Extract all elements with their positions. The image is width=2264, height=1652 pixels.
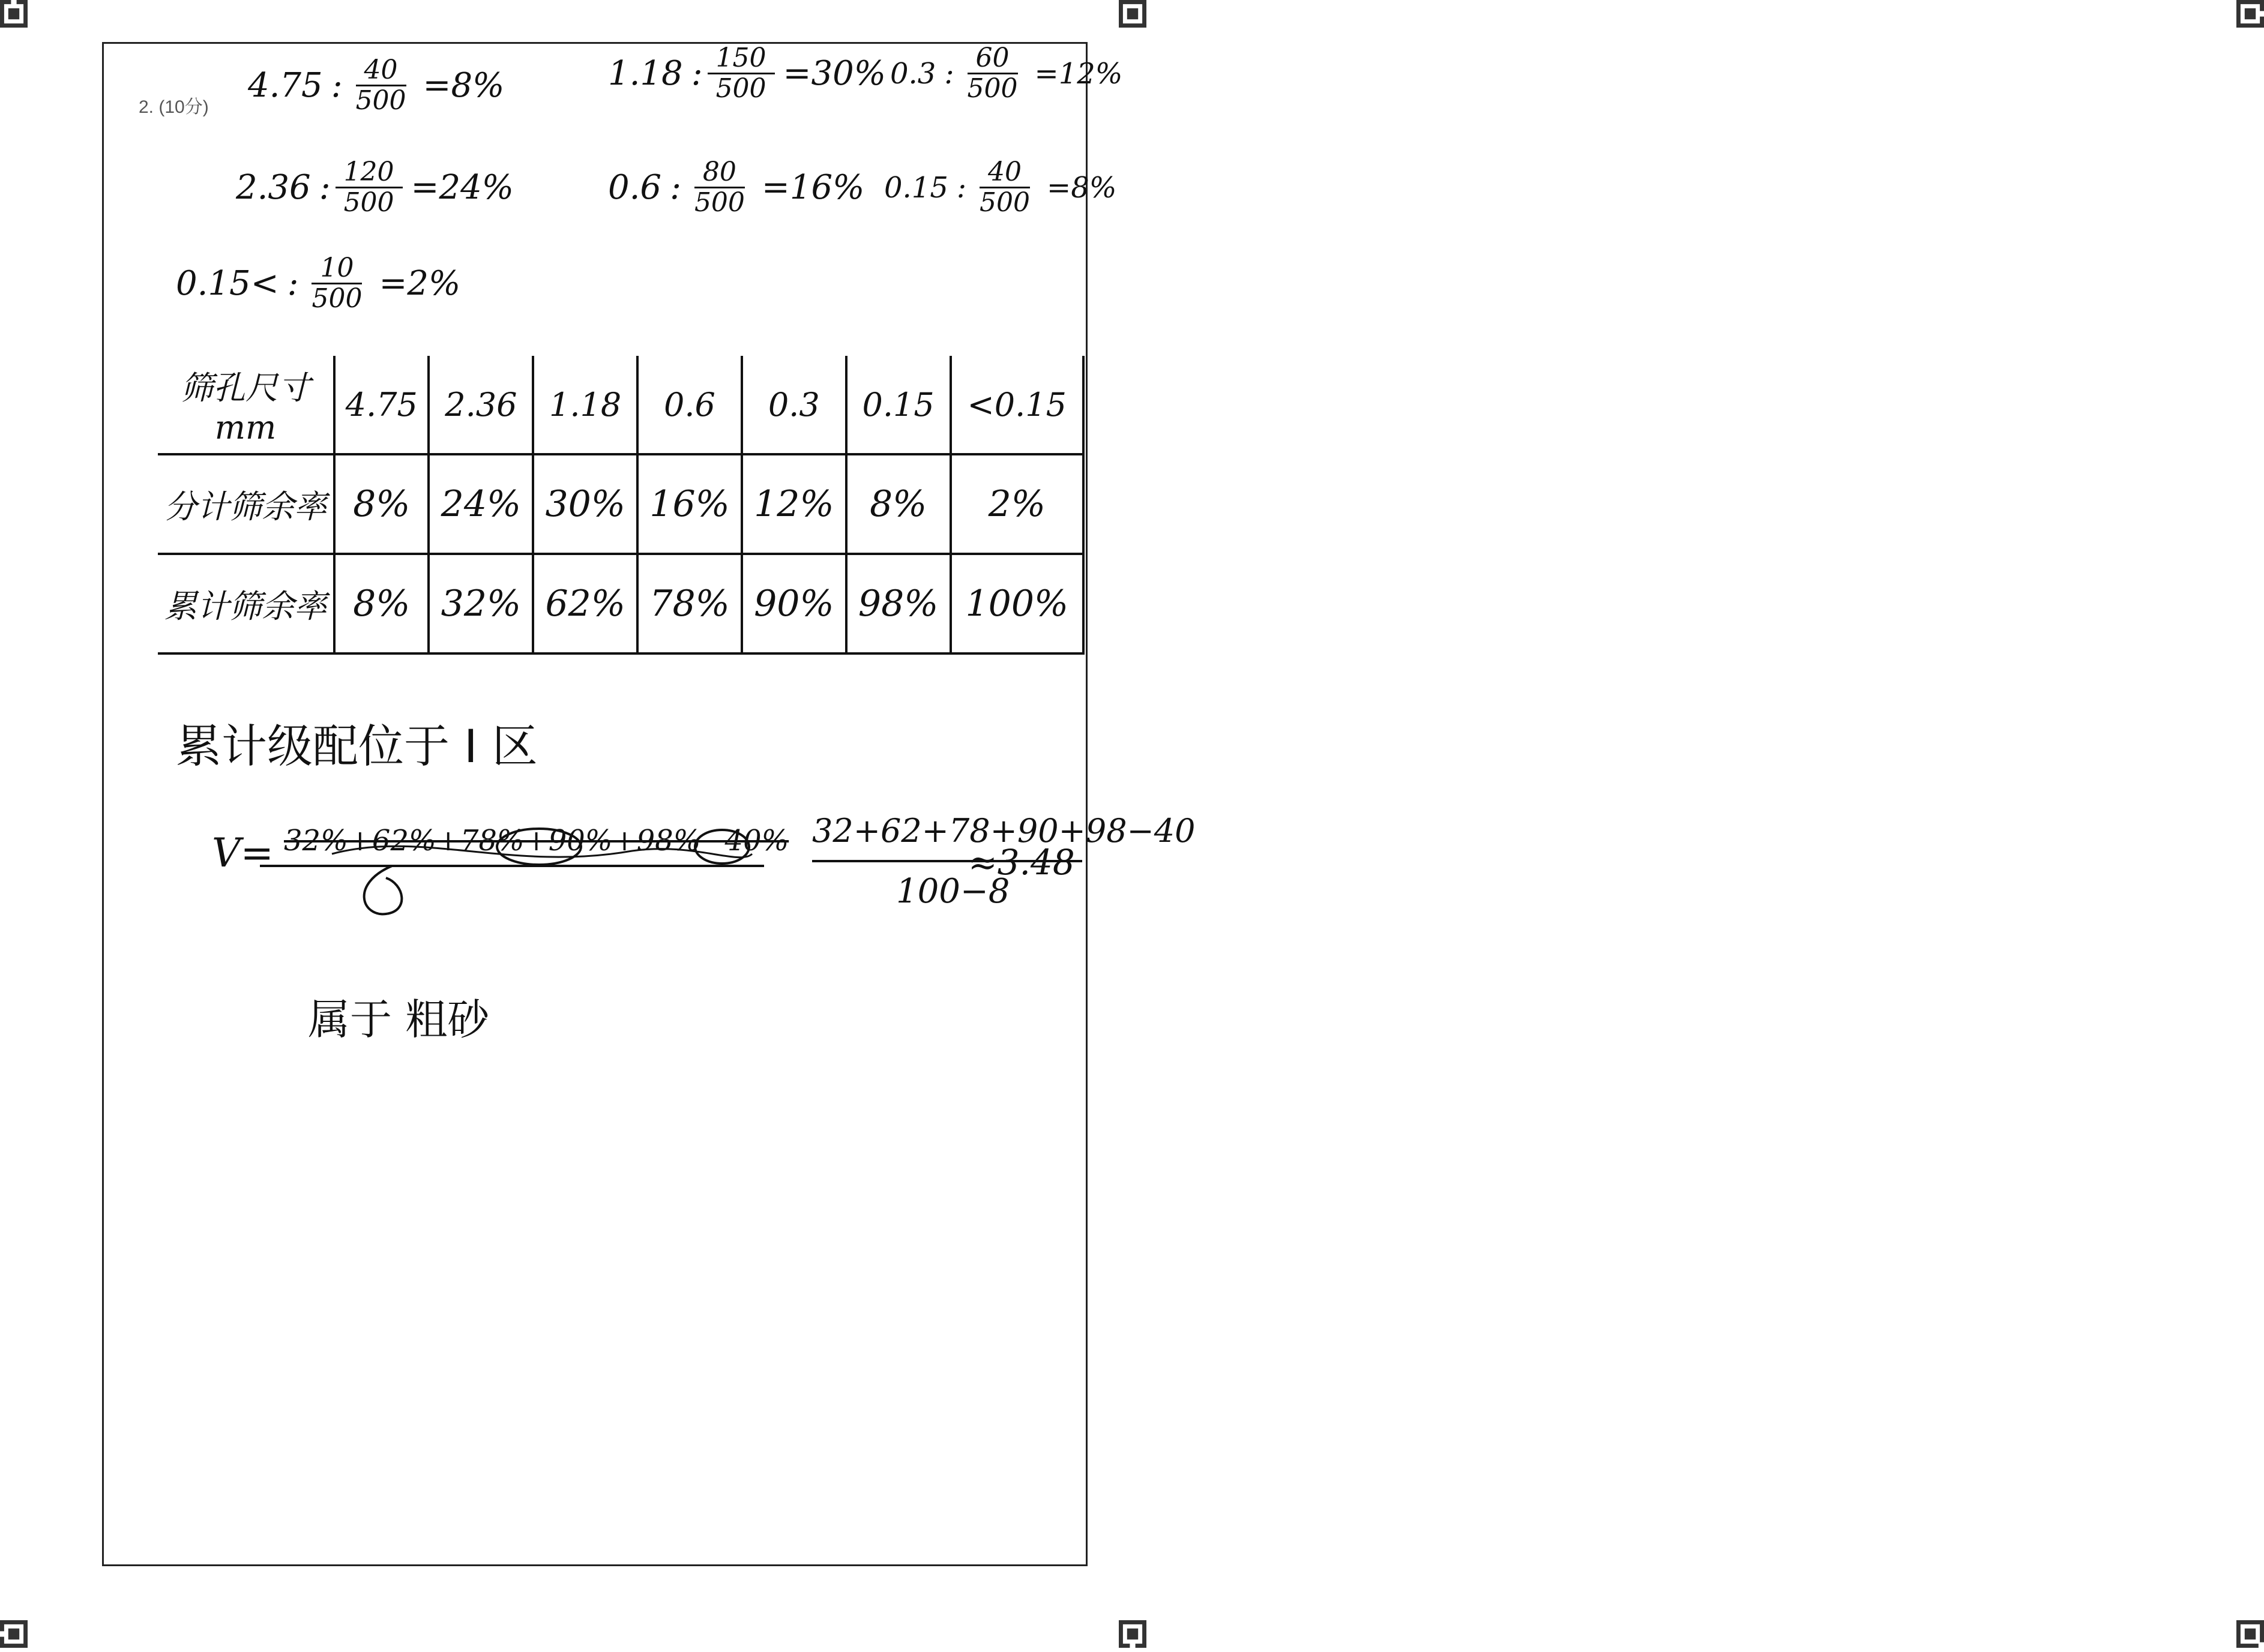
calc-sieve-label: 0.6: [608, 168, 662, 208]
table-cell: 1.18: [533, 356, 637, 454]
table-cell: 8%: [334, 554, 429, 653]
table-cell: 32%: [429, 554, 533, 653]
calc-sieve-label: 0.15: [884, 170, 948, 205]
sieve-table: [158, 356, 1085, 655]
registration-marker-icon: [1119, 0, 1146, 28]
calc-numerator: 40: [356, 56, 406, 86]
table-cell: 8%: [334, 454, 429, 554]
table-row: [158, 454, 1083, 554]
table-cell: 12%: [742, 454, 846, 554]
calc-numerator: 10: [312, 254, 362, 284]
answer-box: [102, 42, 1196, 1566]
calc-numerator: 60: [968, 44, 1018, 74]
table-cell: 2.36: [429, 356, 533, 454]
grading-conclusion: 累计级配位于 I 区: [176, 719, 538, 773]
table-cell: 24%: [429, 454, 533, 554]
calc-result: =12%: [1034, 56, 1123, 91]
calc-result: =8%: [423, 66, 505, 106]
table-cell: 16%: [637, 454, 742, 554]
calc-2-36: 2.36 : $\frac{120}{500}$ =24%: [236, 157, 514, 218]
registration-marker-icon: [1119, 1620, 1146, 1648]
formula-lhs: V=: [212, 830, 274, 876]
calc-numerator: 120: [336, 158, 403, 188]
registration-marker-icon: [0, 1620, 28, 1648]
calc-0-15: 0.15 : $\frac{40}{500}$ =8%: [884, 157, 1117, 218]
calc-sieve-label: 2.36: [236, 168, 311, 208]
formula-denominator: 100−8: [896, 872, 1010, 911]
table-cell: <0.15: [951, 356, 1084, 454]
table-cell: 4.75: [334, 356, 429, 454]
calc-result: =30%: [783, 54, 886, 94]
question-label: 2. (10分): [139, 97, 209, 117]
calc-denominator: 500: [967, 73, 1018, 104]
table-cell: 2%: [951, 454, 1084, 554]
row-label: 累计筛余率: [158, 554, 334, 653]
table-cell: 0.15: [846, 356, 951, 454]
calc-1-18: 1.18 : $\frac{150}{500}$ =30%: [608, 43, 886, 104]
calc-numerator: 80: [694, 158, 745, 188]
calc-sieve-label: 4.75: [248, 66, 323, 106]
calc-denominator: 500: [343, 187, 394, 218]
calc-result: =24%: [411, 168, 514, 208]
calc-0-3: 0.3 : $\frac{60}{500}$ =12%: [890, 43, 1123, 104]
calc-below-0-15: 0.15< : $\frac{10}{500}$ =2%: [176, 253, 461, 314]
table-cell: 78%: [637, 554, 742, 653]
table-cell: 0.3: [742, 356, 846, 454]
calc-numerator: 40: [980, 158, 1030, 188]
fineness-modulus-formula: [212, 788, 1196, 968]
table-cell: 0.6: [637, 356, 742, 454]
calc-denominator: 500: [312, 283, 363, 314]
registration-marker-icon: [0, 0, 28, 28]
table-cell: 8%: [846, 454, 951, 554]
calc-denominator: 500: [694, 187, 745, 218]
final-answer: 属于 粗砂: [308, 995, 490, 1044]
calc-4-75: 4.75 : $\frac{40}{500}$ =8%: [248, 55, 505, 116]
table-cell: 30%: [533, 454, 637, 554]
table-cell: 90%: [742, 554, 846, 653]
table-cell: 62%: [533, 554, 637, 653]
calc-denominator: 500: [355, 85, 406, 116]
calc-result: =8%: [1047, 170, 1117, 205]
registration-marker-icon: [2236, 1620, 2264, 1648]
calc-sieve-label: 0.3: [890, 56, 936, 91]
table-cell: 98%: [846, 554, 951, 653]
row-label: 筛孔尺寸mm: [158, 356, 334, 454]
formula-result: ≈3.48: [968, 842, 1075, 883]
calc-result: =2%: [379, 264, 461, 304]
calc-numerator: 150: [708, 44, 775, 74]
row-label: 分计筛余率: [158, 454, 334, 554]
calc-sieve-label: 0.15<: [176, 264, 279, 304]
table-row: [158, 554, 1083, 653]
crossed-out-numerator: 32%+62%+78%+90%+98%−40%: [284, 824, 789, 858]
calc-0-6: 0.6 : $\frac{80}{500}$ =16%: [608, 157, 865, 218]
calc-sieve-label: 1.18: [608, 54, 683, 94]
formula-numerator: 32+62+78+90+98−40: [812, 812, 1196, 850]
table-row: [158, 356, 1083, 454]
calc-result: =16%: [761, 168, 865, 208]
table-cell: 100%: [951, 554, 1084, 653]
calc-denominator: 500: [980, 187, 1031, 218]
registration-marker-icon: [2236, 0, 2264, 28]
calc-denominator: 500: [715, 73, 766, 104]
